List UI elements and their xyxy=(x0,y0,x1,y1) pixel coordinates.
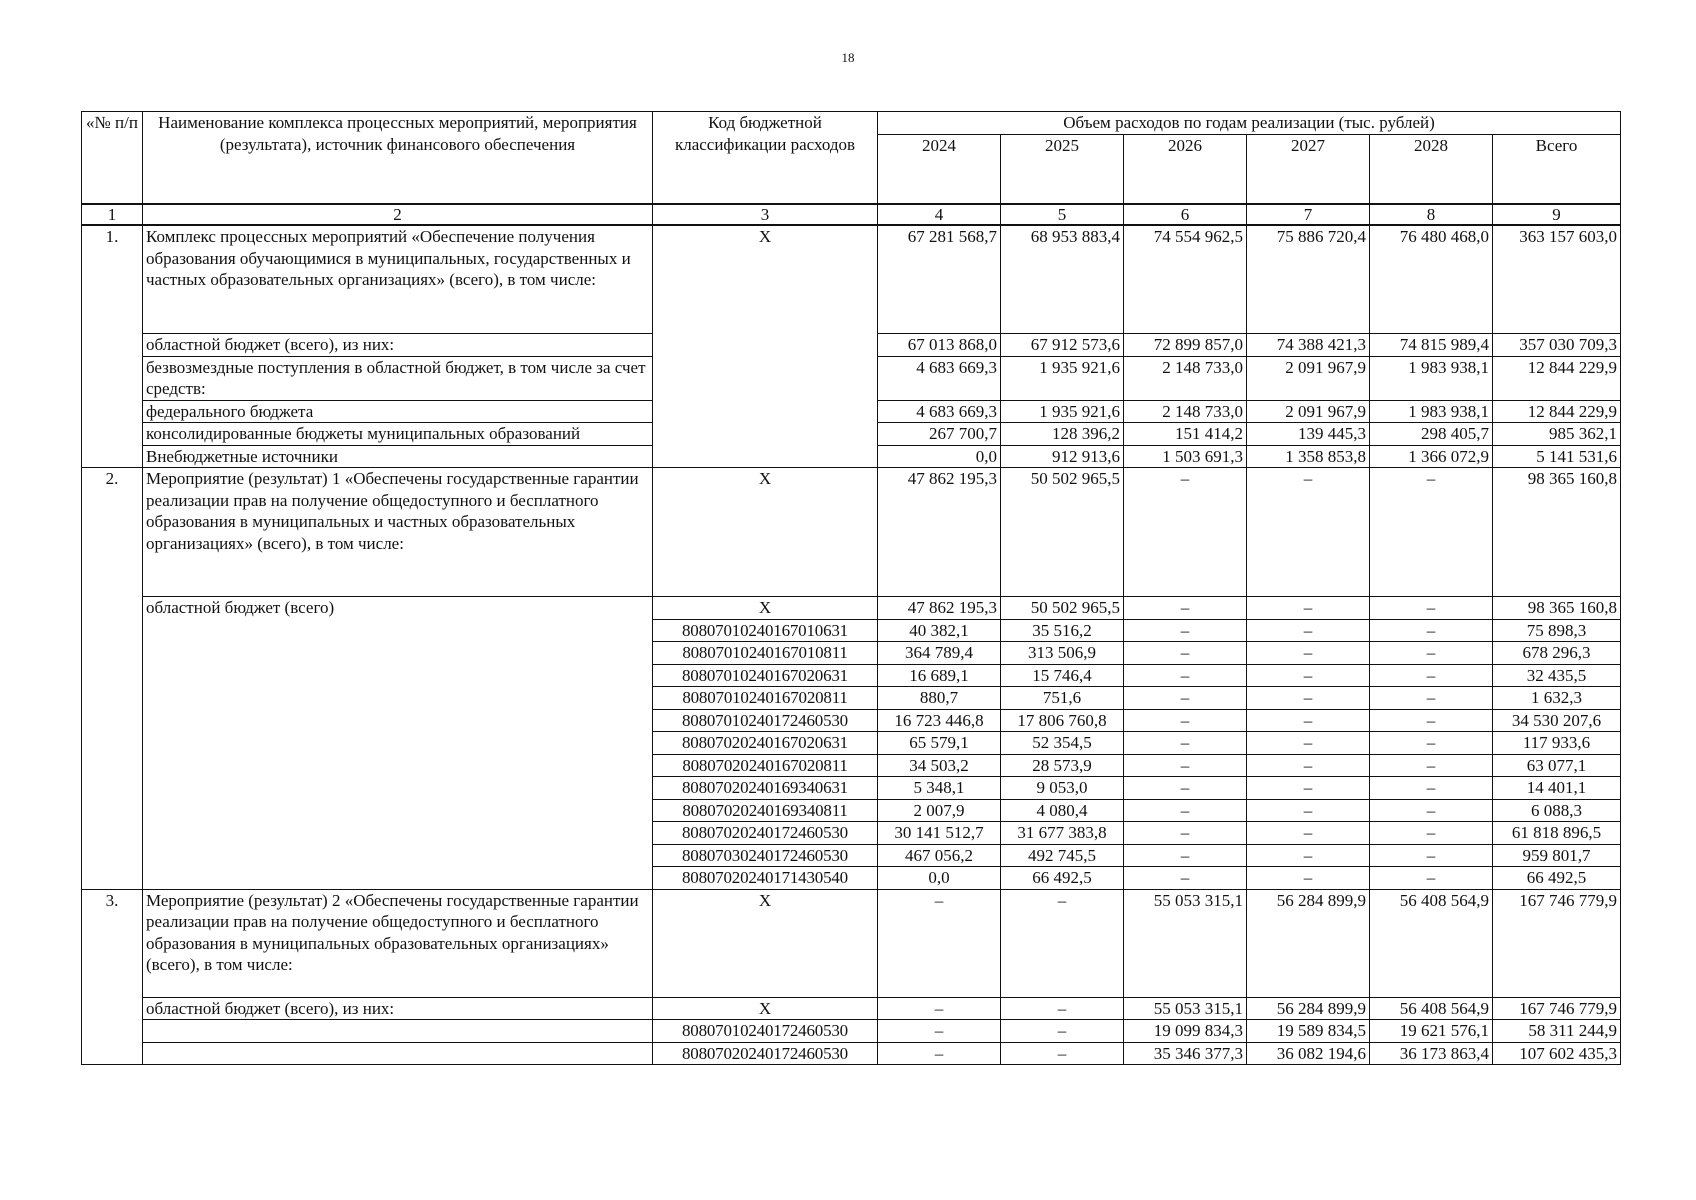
value-cell: – xyxy=(1370,468,1493,597)
total-cell: 63 077,1 xyxy=(1493,754,1621,777)
value-cell: 28 573,9 xyxy=(1001,754,1124,777)
source-label: федерального бюджета xyxy=(143,400,653,423)
value-cell: 56 284 899,9 xyxy=(1247,997,1370,1020)
value-cell: 2 091 967,9 xyxy=(1247,356,1370,400)
block1-code: Х xyxy=(653,225,878,468)
total-cell: 32 435,5 xyxy=(1493,664,1621,687)
value-cell: – xyxy=(1370,709,1493,732)
column-number: 5 xyxy=(1001,204,1124,225)
value-cell: 65 579,1 xyxy=(878,732,1001,755)
total-cell: 1 632,3 xyxy=(1493,687,1621,710)
value-cell: 68 953 883,4 xyxy=(1001,225,1124,334)
value-cell: 50 502 965,5 xyxy=(1001,597,1124,620)
value-cell: – xyxy=(1370,777,1493,800)
value-cell: 912 913,6 xyxy=(1001,445,1124,468)
budget-code: 80807010240167020631 xyxy=(653,664,878,687)
value-cell: 1 935 921,6 xyxy=(1001,356,1124,400)
total-cell: 5 141 531,6 xyxy=(1493,445,1621,468)
value-cell: 9 053,0 xyxy=(1001,777,1124,800)
total-cell: 98 365 160,8 xyxy=(1493,597,1621,620)
block2-code-row xyxy=(82,597,1621,620)
header-year: 2026 xyxy=(1124,134,1247,204)
budget-code: 80807020240169340811 xyxy=(653,799,878,822)
budget-code: 80807020240167020811 xyxy=(653,754,878,777)
value-cell: – xyxy=(1124,709,1247,732)
value-cell: – xyxy=(1247,822,1370,845)
source-label: областной бюджет (всего) xyxy=(143,597,653,890)
block3-source-row xyxy=(82,997,1621,1020)
value-cell: 35 516,2 xyxy=(1001,619,1124,642)
value-cell: – xyxy=(1247,754,1370,777)
value-cell: – xyxy=(1124,642,1247,665)
block3-title: Мероприятие (результат) 2 «Обеспечены государственные гарантии реализации прав на получение общедоступного и бесплатного образования в муниципальных образовательных организациях» (всего), в том числе: xyxy=(143,889,653,997)
value-cell: 139 445,3 xyxy=(1247,423,1370,446)
column-number: 4 xyxy=(878,204,1001,225)
source-label xyxy=(143,1020,653,1043)
value-cell: 5 348,1 xyxy=(878,777,1001,800)
value-cell: – xyxy=(1370,597,1493,620)
value-cell: – xyxy=(1124,799,1247,822)
value-cell: 19 589 834,5 xyxy=(1247,1020,1370,1043)
value-cell: 40 382,1 xyxy=(878,619,1001,642)
value-cell: – xyxy=(1247,732,1370,755)
value-cell: – xyxy=(1247,799,1370,822)
value-cell: – xyxy=(1247,597,1370,620)
value-cell: – xyxy=(1124,687,1247,710)
value-cell: – xyxy=(1247,777,1370,800)
value-cell: – xyxy=(1247,619,1370,642)
value-cell: 36 082 194,6 xyxy=(1247,1042,1370,1065)
value-cell: – xyxy=(1124,754,1247,777)
value-cell: 492 745,5 xyxy=(1001,844,1124,867)
value-cell: – xyxy=(1124,732,1247,755)
value-cell: – xyxy=(1124,664,1247,687)
source-label xyxy=(143,1042,653,1065)
value-cell: 151 414,2 xyxy=(1124,423,1247,446)
value-cell: – xyxy=(1124,597,1247,620)
total-cell: 58 311 244,9 xyxy=(1493,1020,1621,1043)
value-cell: 74 815 989,4 xyxy=(1370,334,1493,357)
value-cell: – xyxy=(1001,1020,1124,1043)
value-cell: – xyxy=(1370,687,1493,710)
value-cell: – xyxy=(1124,844,1247,867)
total-cell: 75 898,3 xyxy=(1493,619,1621,642)
value-cell: – xyxy=(878,1020,1001,1043)
value-cell: 880,7 xyxy=(878,687,1001,710)
column-number: 3 xyxy=(653,204,878,225)
value-cell: – xyxy=(1124,822,1247,845)
header-code: Код бюджетной классификации расходов xyxy=(653,112,878,205)
value-cell: – xyxy=(1370,642,1493,665)
value-cell: 4 080,4 xyxy=(1001,799,1124,822)
value-cell: 467 056,2 xyxy=(878,844,1001,867)
value-cell: 751,6 xyxy=(1001,687,1124,710)
value-cell: – xyxy=(1001,1042,1124,1065)
column-number: 6 xyxy=(1124,204,1247,225)
column-number: 8 xyxy=(1370,204,1493,225)
value-cell: – xyxy=(1247,468,1370,597)
value-cell: – xyxy=(1124,777,1247,800)
total-cell: 107 602 435,3 xyxy=(1493,1042,1621,1065)
value-cell: – xyxy=(1001,889,1124,997)
row-number: 1. xyxy=(82,225,143,468)
value-cell: 1 935 921,6 xyxy=(1001,400,1124,423)
value-cell: – xyxy=(1370,619,1493,642)
value-cell: 52 354,5 xyxy=(1001,732,1124,755)
value-cell: 67 912 573,6 xyxy=(1001,334,1124,357)
column-number: 1 xyxy=(82,204,143,225)
value-cell: 35 346 377,3 xyxy=(1124,1042,1247,1065)
total-cell: 363 157 603,0 xyxy=(1493,225,1621,334)
value-cell: 55 053 315,1 xyxy=(1124,889,1247,997)
budget-code: 80807010240167020811 xyxy=(653,687,878,710)
value-cell: 0,0 xyxy=(878,445,1001,468)
value-cell: 1 358 853,8 xyxy=(1247,445,1370,468)
budget-code: 80807010240167010811 xyxy=(653,642,878,665)
value-cell: 2 148 733,0 xyxy=(1124,356,1247,400)
value-cell: – xyxy=(1370,664,1493,687)
total-cell: 167 746 779,9 xyxy=(1493,889,1621,997)
header-name: Наименование комплекса процессных мероприятий, мероприятия (результата), источник финансового обеспечения xyxy=(143,112,653,205)
value-cell: 50 502 965,5 xyxy=(1001,468,1124,597)
total-cell: 6 088,3 xyxy=(1493,799,1621,822)
budget-code: Х xyxy=(653,997,878,1020)
header-year: 2025 xyxy=(1001,134,1124,204)
value-cell: – xyxy=(1247,642,1370,665)
total-cell: 12 844 229,9 xyxy=(1493,400,1621,423)
budget-code: 80807010240172460530 xyxy=(653,709,878,732)
value-cell: 31 677 383,8 xyxy=(1001,822,1124,845)
value-cell: 364 789,4 xyxy=(878,642,1001,665)
total-cell: 34 530 207,6 xyxy=(1493,709,1621,732)
value-cell: – xyxy=(1370,822,1493,845)
block3-source-row xyxy=(82,1020,1621,1043)
value-cell: 1 366 072,9 xyxy=(1370,445,1493,468)
value-cell: – xyxy=(1370,732,1493,755)
budget-table xyxy=(81,111,1621,1065)
block2-title: Мероприятие (результат) 1 «Обеспечены государственные гарантии реализации прав на получение общедоступного и бесплатного образования в муниципальных и частных образовательных организациях» (всего), в том числе: xyxy=(143,468,653,597)
row-number: 3. xyxy=(82,889,143,1065)
source-label: безвозмездные поступления в областной бюджет, в том числе за счет средств: xyxy=(143,356,653,400)
source-label: Внебюджетные источники xyxy=(143,445,653,468)
block1-title: Комплекс процессных мероприятий «Обеспечение получения образования обучающимися в муниципальных, государственных и частных образовательных организациях» (всего), в том числе: xyxy=(143,225,653,334)
value-cell: 17 806 760,8 xyxy=(1001,709,1124,732)
value-cell: 56 284 899,9 xyxy=(1247,889,1370,997)
value-cell: 0,0 xyxy=(878,867,1001,890)
value-cell: – xyxy=(1247,844,1370,867)
value-cell: 74 554 962,5 xyxy=(1124,225,1247,334)
value-cell: 74 388 421,3 xyxy=(1247,334,1370,357)
value-cell: – xyxy=(1124,468,1247,597)
value-cell: 16 723 446,8 xyxy=(878,709,1001,732)
source-label: областной бюджет (всего), из них: xyxy=(143,334,653,357)
value-cell: 55 053 315,1 xyxy=(1124,997,1247,1020)
source-label: областной бюджет (всего), из них: xyxy=(143,997,653,1020)
column-number: 7 xyxy=(1247,204,1370,225)
value-cell: 75 886 720,4 xyxy=(1247,225,1370,334)
source-label: консолидированные бюджеты муниципальных образований xyxy=(143,423,653,446)
value-cell: 47 862 195,3 xyxy=(878,468,1001,597)
value-cell: 15 746,4 xyxy=(1001,664,1124,687)
value-cell: – xyxy=(1370,754,1493,777)
value-cell: 56 408 564,9 xyxy=(1370,889,1493,997)
total-cell: 985 362,1 xyxy=(1493,423,1621,446)
value-cell: 67 281 568,7 xyxy=(878,225,1001,334)
header-year: 2027 xyxy=(1247,134,1370,204)
total-cell: 678 296,3 xyxy=(1493,642,1621,665)
column-number: 9 xyxy=(1493,204,1621,225)
value-cell: 267 700,7 xyxy=(878,423,1001,446)
budget-code: 80807010240167010631 xyxy=(653,619,878,642)
total-cell: 98 365 160,8 xyxy=(1493,468,1621,597)
value-cell: – xyxy=(878,997,1001,1020)
budget-code: 80807020240169340631 xyxy=(653,777,878,800)
block2-title-row xyxy=(82,468,1621,597)
total-cell: 357 030 709,3 xyxy=(1493,334,1621,357)
value-cell: – xyxy=(878,889,1001,997)
value-cell: – xyxy=(1247,709,1370,732)
budget-code: 80807020240172460530 xyxy=(653,822,878,845)
block3-code: Х xyxy=(653,889,878,997)
value-cell: – xyxy=(1124,619,1247,642)
value-cell: 34 503,2 xyxy=(878,754,1001,777)
total-cell: 117 933,6 xyxy=(1493,732,1621,755)
value-cell: 36 173 863,4 xyxy=(1370,1042,1493,1065)
header-num: «№ п/п xyxy=(82,112,143,205)
column-number: 2 xyxy=(143,204,653,225)
row-number: 2. xyxy=(82,468,143,890)
value-cell: 1 983 938,1 xyxy=(1370,400,1493,423)
value-cell: 19 621 576,1 xyxy=(1370,1020,1493,1043)
total-cell: 66 492,5 xyxy=(1493,867,1621,890)
total-cell: 167 746 779,9 xyxy=(1493,997,1621,1020)
value-cell: 30 141 512,7 xyxy=(878,822,1001,845)
value-cell: 47 862 195,3 xyxy=(878,597,1001,620)
value-cell: 4 683 669,3 xyxy=(878,400,1001,423)
total-cell: 959 801,7 xyxy=(1493,844,1621,867)
budget-code: 80807020240171430540 xyxy=(653,867,878,890)
value-cell: 2 007,9 xyxy=(878,799,1001,822)
value-cell: 72 899 857,0 xyxy=(1124,334,1247,357)
budget-code: 80807020240167020631 xyxy=(653,732,878,755)
value-cell: 128 396,2 xyxy=(1001,423,1124,446)
header-total: Всего xyxy=(1493,134,1621,204)
value-cell: 56 408 564,9 xyxy=(1370,997,1493,1020)
total-cell: 14 401,1 xyxy=(1493,777,1621,800)
value-cell: 19 099 834,3 xyxy=(1124,1020,1247,1043)
value-cell: 66 492,5 xyxy=(1001,867,1124,890)
value-cell: 1 503 691,3 xyxy=(1124,445,1247,468)
budget-code: Х xyxy=(653,597,878,620)
header-row xyxy=(82,112,1621,135)
value-cell: – xyxy=(1001,997,1124,1020)
value-cell: 313 506,9 xyxy=(1001,642,1124,665)
total-cell: 61 818 896,5 xyxy=(1493,822,1621,845)
block3-title-row xyxy=(82,889,1621,997)
value-cell: – xyxy=(1247,687,1370,710)
block2-code: Х xyxy=(653,468,878,597)
value-cell: 76 480 468,0 xyxy=(1370,225,1493,334)
value-cell: – xyxy=(1370,867,1493,890)
value-cell: 1 983 938,1 xyxy=(1370,356,1493,400)
value-cell: – xyxy=(1370,799,1493,822)
value-cell: 298 405,7 xyxy=(1370,423,1493,446)
value-cell: – xyxy=(1247,664,1370,687)
value-cell: – xyxy=(1247,867,1370,890)
value-cell: 2 148 733,0 xyxy=(1124,400,1247,423)
header-year: 2024 xyxy=(878,134,1001,204)
header-volume: Объем расходов по годам реализации (тыс. рублей) xyxy=(878,112,1621,135)
value-cell: – xyxy=(878,1042,1001,1065)
block1-title-row xyxy=(82,225,1621,334)
column-number-row xyxy=(82,204,1621,225)
total-cell: 12 844 229,9 xyxy=(1493,356,1621,400)
value-cell: 16 689,1 xyxy=(878,664,1001,687)
value-cell: 2 091 967,9 xyxy=(1247,400,1370,423)
block3-source-row xyxy=(82,1042,1621,1065)
value-cell: – xyxy=(1370,844,1493,867)
value-cell: – xyxy=(1124,867,1247,890)
value-cell: 4 683 669,3 xyxy=(878,356,1001,400)
header-year: 2028 xyxy=(1370,134,1493,204)
value-cell: 67 013 868,0 xyxy=(878,334,1001,357)
budget-code: 80807020240172460530 xyxy=(653,1042,878,1065)
page-number: 18 xyxy=(841,50,855,65)
budget-code: 80807030240172460530 xyxy=(653,844,878,867)
budget-code: 80807010240172460530 xyxy=(653,1020,878,1043)
